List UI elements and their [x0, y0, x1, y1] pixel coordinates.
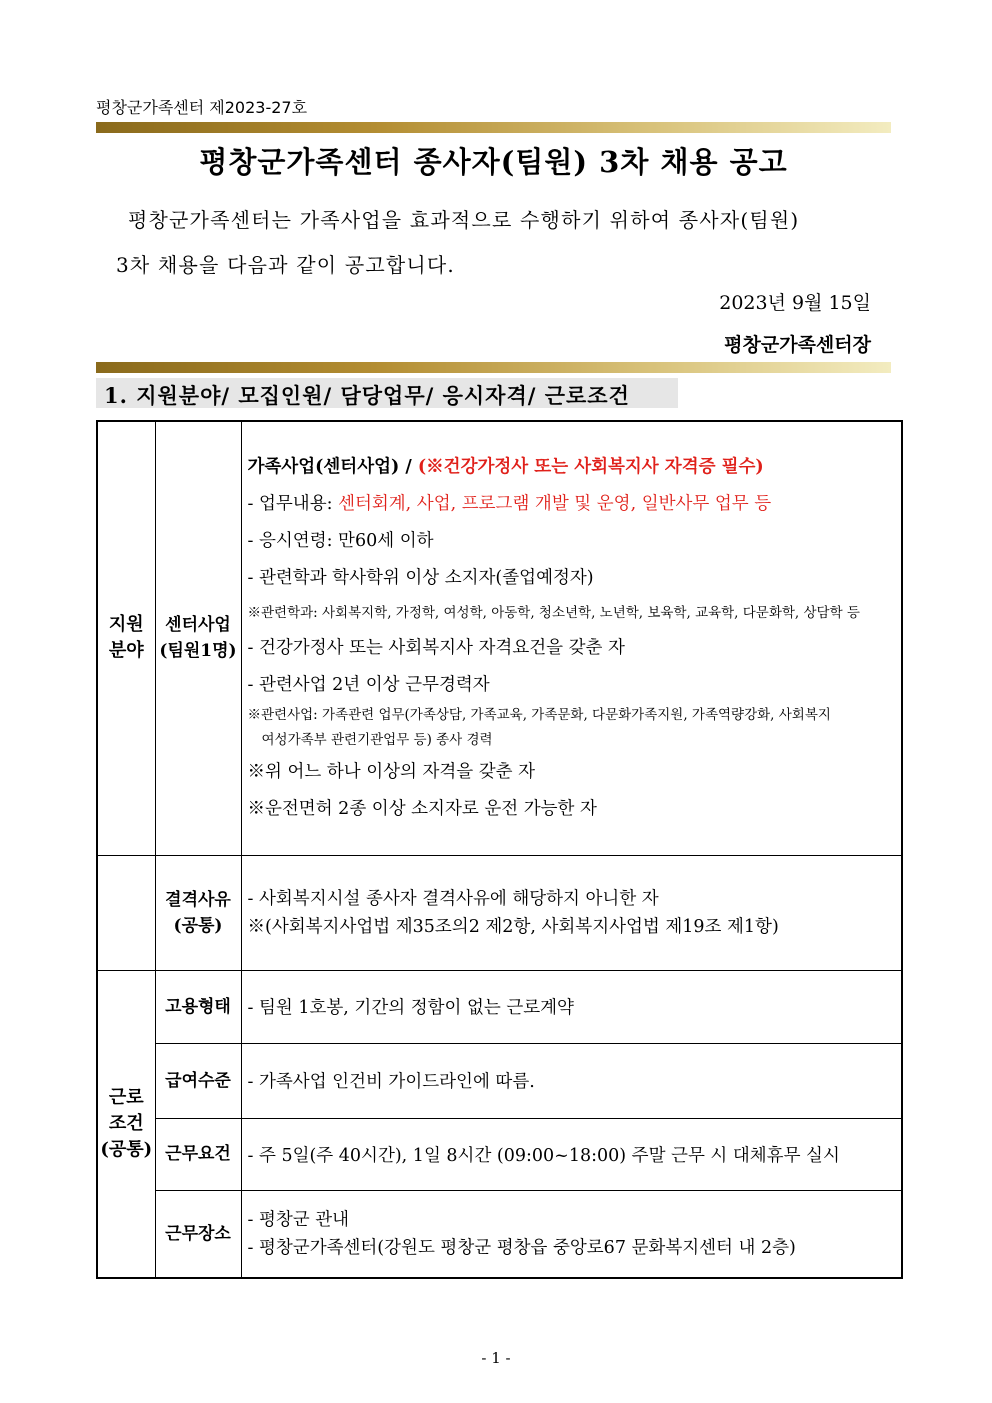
disqualification-line-1: - 사회복지시설 종사자 결격사유에 해당하지 아니한 자 — [247, 888, 659, 909]
hours-label: 근무요건 — [155, 1118, 241, 1190]
experience-note-1: ※관련사업: 가족관련 업무(가족상담, 가족교육, 가족문화, 다문화가족지원, 가족역량강화, 사회복지 — [247, 706, 831, 723]
salary-label: 급여수준 — [155, 1043, 241, 1118]
empty-cell — [97, 855, 155, 970]
table-row — [97, 421, 902, 855]
table-row — [97, 855, 902, 970]
degree-line: - 관련학과 학사학위 이상 소지자(졸업예정자) — [247, 567, 594, 588]
salary-text: - 가족사업 인건비 가이드라인에 따름. — [241, 1043, 902, 1118]
field-label: 지원 분야 — [97, 421, 155, 855]
table-row — [97, 1118, 902, 1190]
page-number: - 1 - — [481, 1349, 511, 1367]
document-number: 평창군가족센터 제2023-27호 — [96, 98, 308, 117]
table-row — [97, 970, 902, 1043]
header-divider — [96, 122, 891, 133]
announcement-date: 2023년 9월 15일 — [719, 292, 871, 314]
field-details — [241, 421, 902, 855]
disqualification-details — [241, 855, 902, 970]
degree-note: ※관련학과: 사회복지학, 가정학, 여성학, 아동학, 청소년학, 노년학, 보육학, 교육학, 다문화학, 상담학 등 — [247, 604, 860, 621]
disqualification-label: 결격사유 (공통) — [155, 855, 241, 970]
place-label: 근무장소 — [155, 1190, 241, 1278]
experience-note-2: 여성가족부 관련기관업무 등) 종사 경력 — [261, 731, 493, 748]
table-row — [97, 1190, 902, 1278]
signer: 평창군가족센터장 — [724, 334, 871, 356]
experience-line: - 관련사업 2년 이상 근무경력자 — [247, 674, 490, 695]
field-sub-label: 센터사업 (팀원1명) — [155, 421, 241, 855]
section-divider — [96, 362, 891, 373]
hours-text: - 주 5일(주 40시간), 1일 8시간 (09:00~18:00) 주말 근무 시 대체휴무 실시 — [241, 1118, 902, 1190]
intro-line-2: 3차 채용을 다음과 같이 공고합니다. — [116, 253, 455, 277]
work-conditions-label: 근로 조건 (공통) — [97, 970, 155, 1278]
driver-line: ※운전면허 2종 이상 소지자로 운전 가능한 자 — [247, 798, 597, 819]
intro-line-1: 평창군가족센터는 가족사업을 효과적으로 수행하기 위하여 종사자(팀원) — [128, 208, 800, 232]
place-details — [241, 1190, 902, 1278]
age-line: - 응시연령: 만60세 이하 — [247, 530, 434, 551]
duty-line: - 업무내용: 센터회계, 사업, 프로그램 개발 및 운영, 일반사무 업무 등 — [247, 493, 772, 514]
section-heading: 1. 지원분야/ 모집인원/ 담당업무/ 응시자격/ 근로조건 — [96, 378, 678, 408]
table-row — [97, 1043, 902, 1118]
field-title: 가족사업(센터사업) / (※건강가정사 또는 사회복지사 자격증 필수) — [247, 456, 764, 477]
recruitment-table — [96, 420, 903, 1279]
place-line-2: - 평창군가족센터(강원도 평창군 평창읍 중앙로67 문화복지센터 내 2층) — [247, 1237, 796, 1258]
license-line: - 건강가정사 또는 사회복지사 자격요건을 갖춘 자 — [247, 637, 625, 658]
place-line-1: - 평창군 관내 — [247, 1209, 350, 1230]
any-one-line: ※위 어느 하나 이상의 자격을 갖춘 자 — [247, 761, 536, 782]
disqualification-line-2: ※(사회복지사업법 제35조의2 제2항, 사회복지사업법 제19조 제1항) — [247, 916, 779, 937]
page-title: 평창군가족센터 종사자(팀원) 3차 채용 공고 — [199, 145, 788, 179]
employment-text: - 팀원 1호봉, 기간의 정함이 없는 근로계약 — [241, 970, 902, 1043]
employment-label: 고용형태 — [155, 970, 241, 1043]
